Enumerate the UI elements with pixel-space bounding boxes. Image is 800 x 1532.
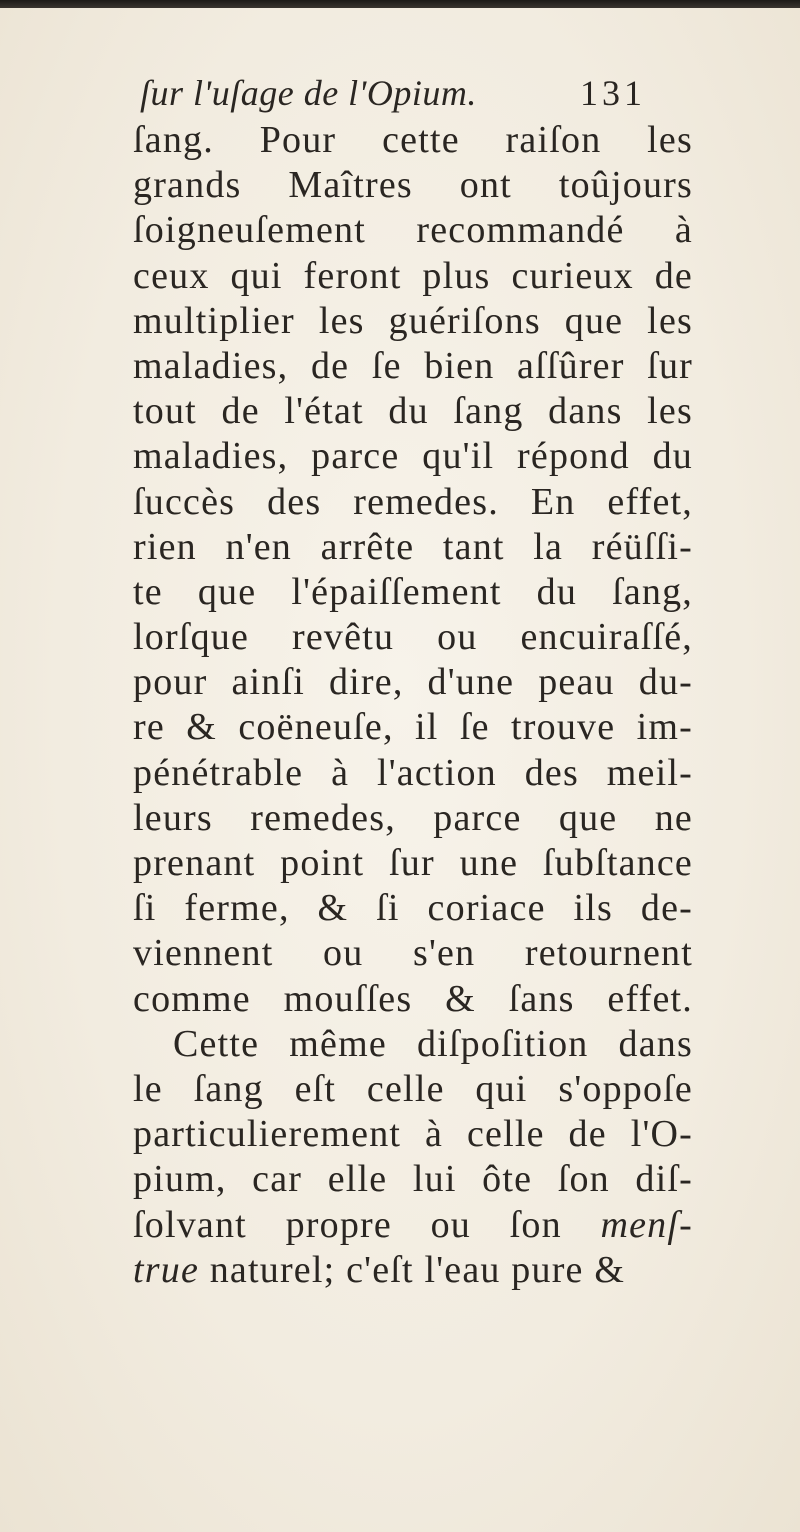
text-line: pour ainſi dire, d'une peau du- [133,661,693,704]
text-line: re & coëneuſe, il ſe trouve im- [133,706,693,749]
text-line: lorſque revêtu ou encuiraſſé, [133,616,693,659]
text-line: te que l'épaiſſement du ſang, [133,570,693,613]
text-line: pénétrable à l'action des meil- [133,751,693,794]
text-line: multiplier les guériſons que les [133,299,693,342]
text-line: pium, car elle lui ôte ſon diſ- [133,1158,693,1201]
italic-word: menſ- [600,1203,693,1246]
text-line: prenant point ſur une ſubſtance [133,842,693,884]
page-top-edge [0,0,800,8]
text-line: maladies, de ſe bien aſſûrer ſur [133,344,693,387]
text-line: le ſang eſt celle qui s'oppoſe [133,1067,693,1110]
text-line: viennent ou s'en retournent [133,932,693,975]
running-title: ſur l'uſage de l'Opium. [140,73,477,113]
text-line: grands Maîtres ont toûjours [133,164,693,207]
text-segment: naturel; c'eſt l'eau pure & [199,1248,626,1291]
text-line [133,1248,693,1293]
paragraph-start-line: Cette même diſpoſition dans [173,1022,693,1065]
text-line: leurs remedes, parce que ne [133,796,693,839]
body-text [133,118,693,1293]
page-number: 131 [580,73,646,113]
page-header [140,66,660,120]
text-segment: ſolvant propre ou ſon [133,1203,562,1246]
text-line: ſoigneuſement recommandé à [133,209,693,252]
text-line [133,1203,693,1248]
text-line: tout de l'état du ſang dans les [133,390,693,433]
text-line: ſang. Pour cette raiſon les [133,119,693,161]
italic-word: true [133,1248,200,1291]
text-line: maladies, parce qu'il répond du [133,435,693,478]
text-line: rien n'en arrête tant la réüſſi- [133,525,693,568]
text-line: ceux qui feront plus curieux de [133,254,693,297]
text-line: ſi ferme, & ſi coriace ils de- [133,887,693,930]
text-line: ſuccès des remedes. En effet, [133,480,693,523]
text-line: particulierement à celle de l'O- [133,1113,693,1156]
text-line: comme mouſſes & ſans effet. [133,977,693,1020]
